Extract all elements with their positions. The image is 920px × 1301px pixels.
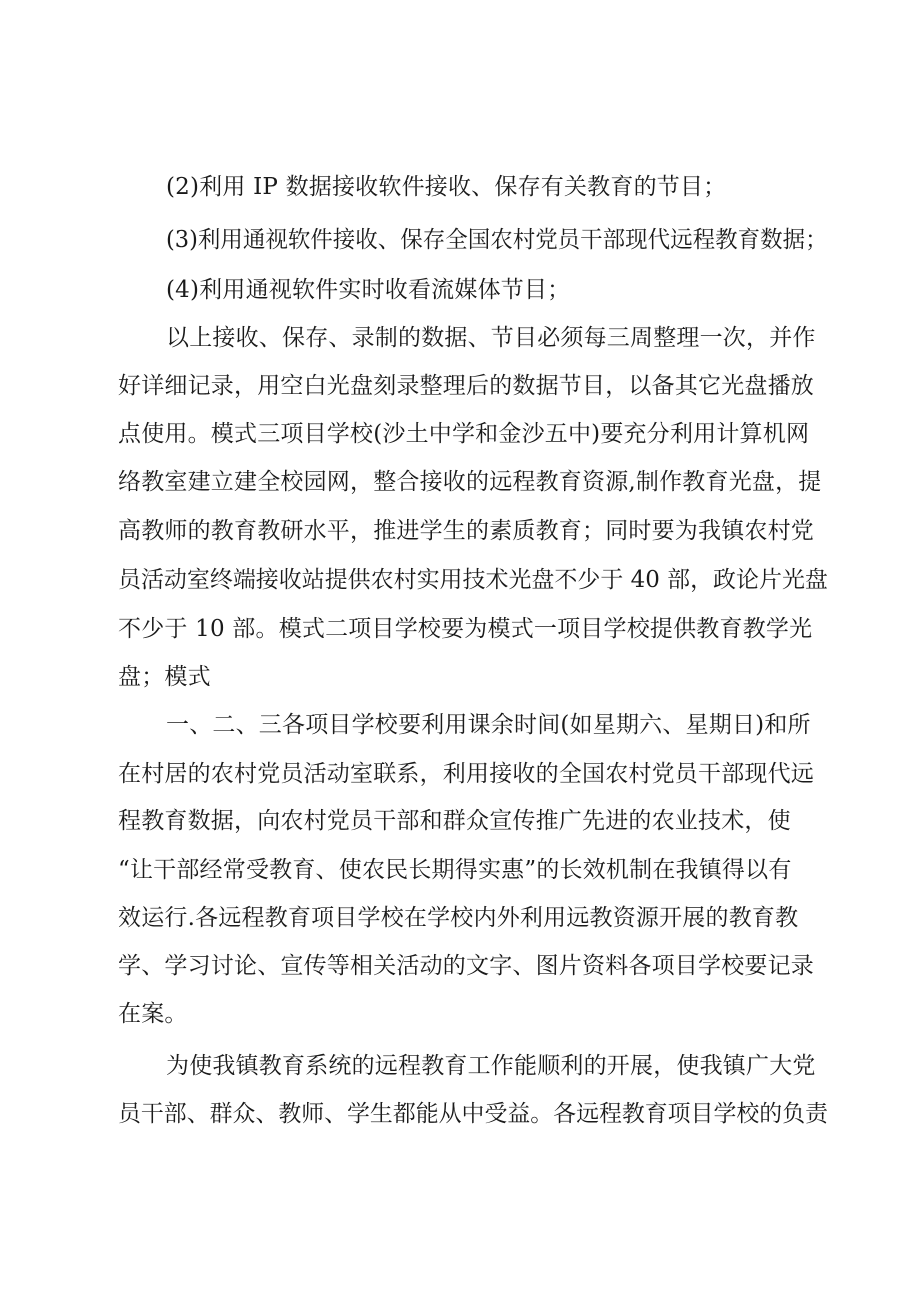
text-line: “让干部经常受教育、使农民长期得实惠”的长效机制在我镇得以有 (118, 857, 792, 883)
text-line: 员活动室终端接收站提供农村实用技术光盘不少于 40 部，政论片光盘 (118, 567, 828, 593)
text-line: 在村居的农村党员活动室联系，利用接收的全国农村党员干部现代远 (118, 761, 814, 787)
text-line: (2)利用 IP 数据接收软件接收、保存有关教育的节目； (166, 174, 727, 200)
text-line: 高教师的教育教研水平，推进学生的素质教育；同时要为我镇农村党 (118, 518, 814, 544)
text-line: 络教室建立建全校园网，整合接收的远程教育资源,制作教育光盘，提 (118, 469, 822, 495)
text-line: 员干部、群众、教师、学生都能从中受益。各远程教育项目学校的负责 (118, 1101, 829, 1127)
text-line: 点使用。模式三项目学校(沙土中学和金沙五中)要充分利用计算机网 (118, 421, 810, 447)
text-line: 学、学习讨论、宣传等相关活动的文字、图片资料各项目学校要记录 (118, 953, 814, 979)
text-line: 程教育数据，向农村党员干部和群众宣传推广先进的农业技术，使 (118, 808, 791, 834)
text-line: (4)利用通视软件实时收看流媒体节目； (166, 277, 571, 303)
text-line: 在案。 (118, 1001, 188, 1027)
paragraph-start-line: 一、二、三各项目学校要利用课余时间(如星期六、星期日)和所 (166, 712, 811, 738)
text-line: 不少于 10 部。模式二项目学校要为模式一项目学校提供教育教学光 (118, 616, 813, 642)
text-line: 效运行.各远程教育项目学校在学校内外利用远教资源开展的教育教 (118, 905, 799, 931)
paragraph-start-line: 为使我镇教育系统的远程教育工作能顺利的开展，使我镇广大党 (166, 1053, 816, 1079)
paragraph-start-line: 以上接收、保存、录制的数据、节目必须每三周整理一次，并作 (166, 325, 816, 351)
text-line: 盘；模式 (118, 664, 211, 690)
text-line: 好详细记录，用空白光盘刻录整理后的数据节目，以备其它光盘播放 (118, 373, 814, 399)
text-line: (3)利用通视软件接收、保存全国农村党员干部现代远程教育数据； (166, 227, 828, 253)
